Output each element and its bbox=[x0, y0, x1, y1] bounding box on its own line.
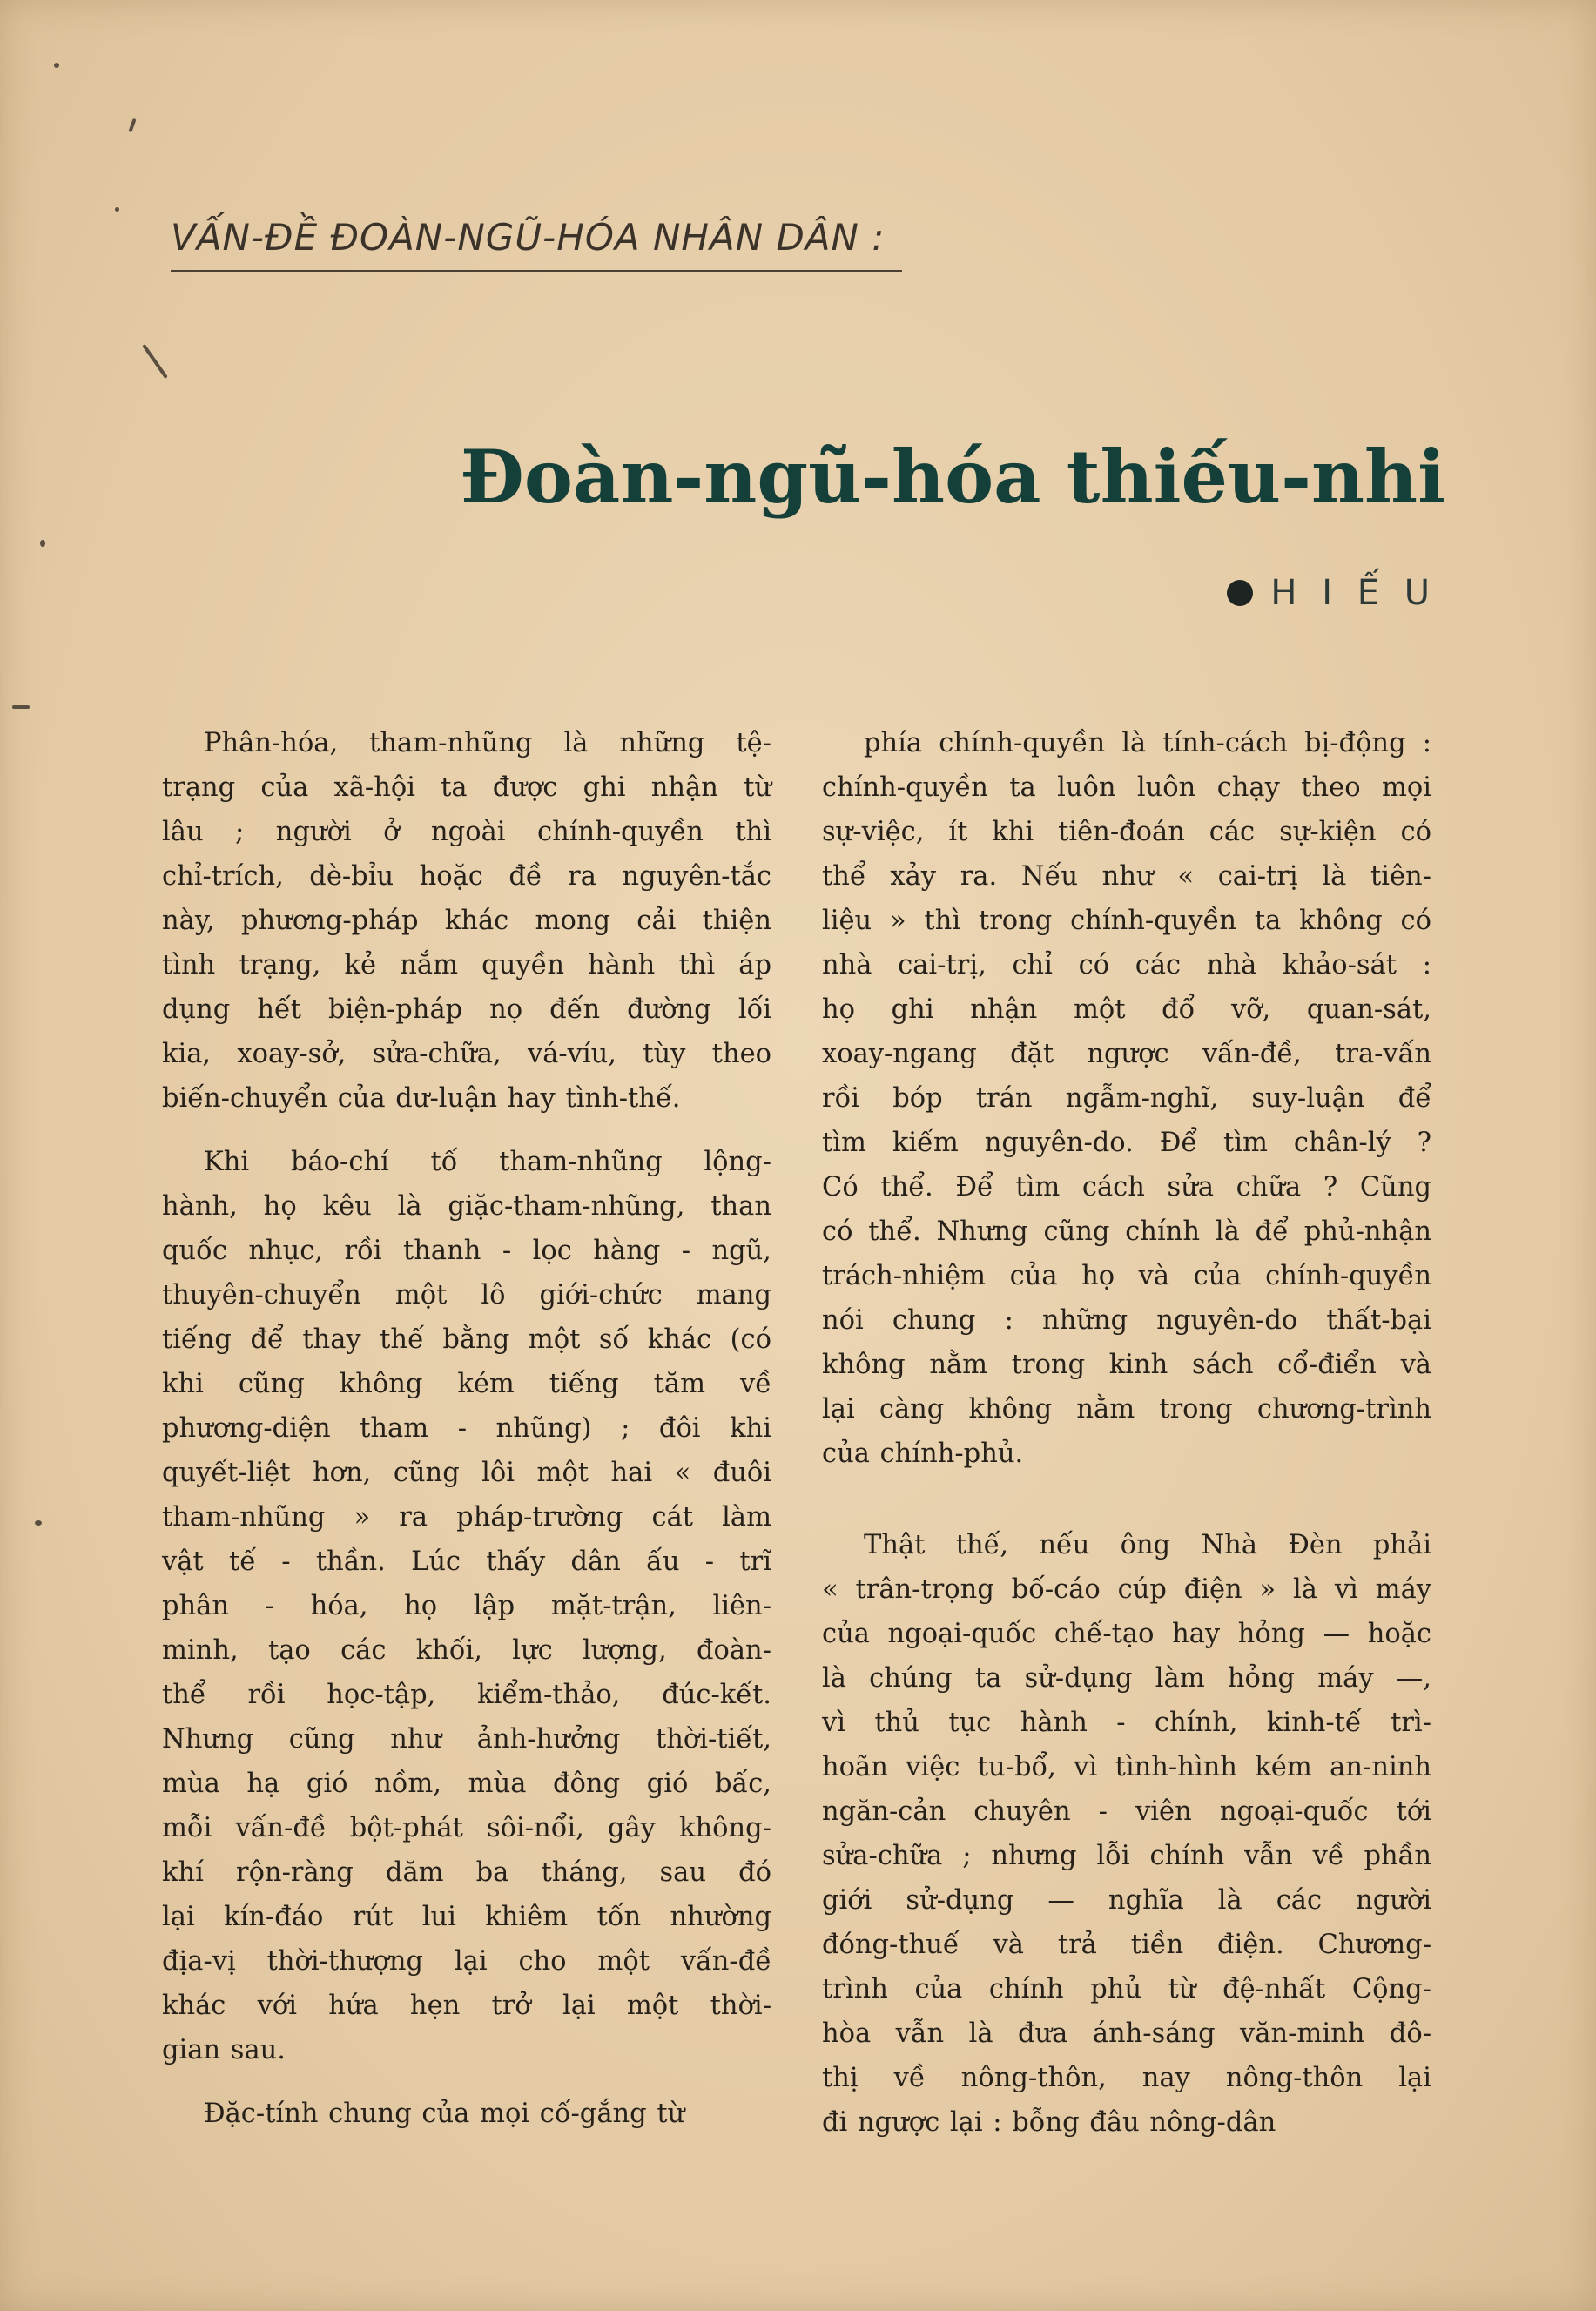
text-line: hòa vẫn là đưa ánh-sáng văn-minh đô- bbox=[822, 2018, 1431, 2049]
paragraph bbox=[162, 721, 771, 1121]
text-line: sửa-chữa ; nhưng lỗi chính vẫn về phần bbox=[822, 1841, 1431, 1871]
text-line: quốc nhục, rồi thanh - lọc hàng - ngũ, bbox=[162, 1236, 771, 1266]
text-line: trách-nhiệm của họ và của chính-quyền bbox=[822, 1261, 1431, 1291]
paper-speck bbox=[54, 63, 59, 68]
text-line: khí rộn-ràng dăm ba tháng, sau đó bbox=[162, 1857, 771, 1888]
article-title: Đoàn-ngũ-hóa thiếu-nhi bbox=[460, 434, 1445, 520]
text-line: của ngoại-quốc chế-tạo hay hỏng — hoặc bbox=[822, 1619, 1431, 1649]
text-line: sự-việc, ít khi tiên-đoán các sự-kiện có bbox=[822, 817, 1431, 847]
author-byline bbox=[1175, 573, 1437, 613]
paragraph-gap bbox=[162, 2072, 771, 2092]
text-line: phía chính-quyền là tính-cách bị-động : bbox=[864, 728, 1431, 758]
text-line: thuyên-chuyển một lô giới-chức mang bbox=[162, 1280, 771, 1310]
paper-speck bbox=[40, 540, 45, 547]
paragraph-gap bbox=[162, 1121, 771, 1140]
text-line: đi ngược lại : bỗng đâu nông-dân bbox=[822, 2107, 1276, 2138]
text-line: vì thủ tục hành - chính, kinh-tế trì- bbox=[822, 1708, 1431, 1738]
text-line: địa-vị thời-thượng lại cho một vấn-đề bbox=[162, 1946, 771, 1977]
left-column bbox=[162, 721, 771, 2136]
paragraph bbox=[162, 2092, 771, 2136]
text-line: là chúng ta sử-dụng làm hỏng máy —, bbox=[822, 1663, 1431, 1694]
text-line: vật tế - thần. Lúc thấy dân ấu - trĩ bbox=[162, 1546, 771, 1577]
text-line: khác với hứa hẹn trở lại một thời- bbox=[162, 1991, 771, 2021]
text-line: đóng-thuế và trả tiền điện. Chương- bbox=[822, 1930, 1431, 1960]
paper-speck bbox=[115, 207, 119, 212]
text-line: « trân-trọng bố-cáo cúp điện » là vì máy bbox=[822, 1574, 1431, 1605]
text-line: chỉ-trích, dè-bỉu hoặc đề ra nguyên-tắc bbox=[162, 861, 771, 892]
text-line: lại càng không nằm trong chương-trình bbox=[822, 1394, 1431, 1425]
text-line: mùa hạ gió nồm, mùa đông gió bấc, bbox=[162, 1769, 771, 1799]
text-line: minh, tạo các khối, lực lượng, đoàn- bbox=[162, 1635, 771, 1666]
text-line: Thật thế, nếu ông Nhà Đèn phải bbox=[864, 1530, 1431, 1560]
text-line: lâu ; người ở ngoài chính-quyền thì bbox=[162, 817, 771, 847]
text-line: tham-nhũng » ra pháp-trường cát làm bbox=[162, 1502, 771, 1533]
text-line: hành, họ kêu là giặc-tham-nhũng, than bbox=[162, 1191, 771, 1222]
right-column bbox=[822, 721, 1431, 2145]
text-line: xoay-ngang đặt ngược vấn-đề, tra-vấn bbox=[822, 1039, 1431, 1069]
text-line: nhà cai-trị, chỉ có các nhà khảo-sát : bbox=[822, 950, 1431, 980]
text-line: chính-quyền ta luôn luôn chạy theo mọi bbox=[822, 772, 1431, 803]
text-line: liệu » thì trong chính-quyền ta không có bbox=[822, 906, 1431, 936]
text-line: gian sau. bbox=[162, 2035, 286, 2065]
bullet-icon bbox=[1227, 580, 1253, 606]
paragraph bbox=[162, 1140, 771, 2072]
text-line: tiếng để thay thế bằng một số khác (có bbox=[162, 1324, 771, 1355]
text-line: Khi báo-chí tố tham-nhũng lộng- bbox=[204, 1147, 771, 1177]
text-line: tình trạng, kẻ nắm quyền hành thì áp bbox=[162, 950, 771, 980]
text-line: tìm kiếm nguyên-do. Để tìm chân-lý ? bbox=[822, 1128, 1431, 1158]
text-line: hoãn việc tu-bổ, vì tình-hình kém an-ninh bbox=[822, 1752, 1431, 1782]
text-line: có thể. Nhưng cũng chính là để phủ-nhận bbox=[822, 1216, 1431, 1247]
text-line: lại kín-đáo rút lui khiêm tốn nhường bbox=[162, 1902, 771, 1932]
text-line: kia, xoay-sở, sửa-chữa, vá-víu, tùy theo bbox=[162, 1039, 771, 1069]
section-heading: VẤN-ĐỀ ĐOÀN-NGŨ-HÓA NHÂN DÂN : bbox=[171, 216, 886, 259]
text-line: Đặc-tính chung của mọi cố-gắng từ bbox=[204, 2099, 685, 2129]
text-line: phương-diện tham - nhũng) ; đôi khi bbox=[162, 1413, 771, 1444]
text-line: mỗi vấn-đề bột-phát sôi-nổi, gây không- bbox=[162, 1813, 771, 1843]
text-line: thể rồi học-tập, kiểm-thảo, đúc-kết. bbox=[162, 1680, 771, 1710]
text-line: ngăn-cản chuyên - viên ngoại-quốc tới bbox=[822, 1796, 1431, 1827]
text-line: trạng của xã-hội ta được ghi nhận từ bbox=[162, 772, 771, 803]
paper-speck bbox=[12, 705, 30, 709]
author-name: H I Ế U bbox=[1270, 573, 1437, 613]
text-line: của chính-phủ. bbox=[822, 1438, 1024, 1469]
text-line: Có thể. Để tìm cách sửa chữa ? Cũng bbox=[822, 1172, 1431, 1203]
text-line: nói chung : những nguyên-do thất-bại bbox=[822, 1305, 1431, 1336]
paragraph bbox=[822, 721, 1431, 1476]
text-line: này, phương-pháp khác mong cải thiện bbox=[162, 906, 771, 936]
paper-speck bbox=[35, 1520, 42, 1526]
text-line: phân - hóa, họ lập mặt-trận, liên- bbox=[162, 1591, 771, 1621]
paragraph bbox=[822, 1523, 1431, 2145]
text-line: không nằm trong kinh sách cổ-điển và bbox=[822, 1350, 1431, 1380]
paragraph-gap bbox=[822, 1476, 1431, 1523]
text-line: giới sử-dụng — nghĩa là các người bbox=[822, 1885, 1431, 1916]
text-line: khi cũng không kém tiếng tăm về bbox=[162, 1369, 771, 1399]
text-line: Nhưng cũng như ảnh-hưởng thời-tiết, bbox=[162, 1724, 771, 1755]
text-line: biến-chuyển của dư-luận hay tình-thế. bbox=[162, 1083, 681, 1114]
text-line: họ ghi nhận một đổ vỡ, quan-sát, bbox=[822, 994, 1431, 1025]
text-line: trình của chính phủ từ đệ-nhất Cộng- bbox=[822, 1974, 1431, 2004]
text-line: Phân-hóa, tham-nhũng là những tệ- bbox=[204, 728, 771, 758]
text-line: dụng hết biện-pháp nọ đến đường lối bbox=[162, 994, 771, 1025]
text-line: thị về nông-thôn, nay nông-thôn lại bbox=[822, 2063, 1431, 2093]
heading-underline bbox=[171, 270, 902, 272]
text-line: thể xảy ra. Nếu như « cai-trị là tiên- bbox=[822, 861, 1431, 892]
text-line: quyết-liệt hơn, cũng lôi một hai « đuôi bbox=[162, 1458, 771, 1488]
text-line: rồi bóp trán ngẫm-nghĩ, suy-luận để bbox=[822, 1083, 1431, 1114]
